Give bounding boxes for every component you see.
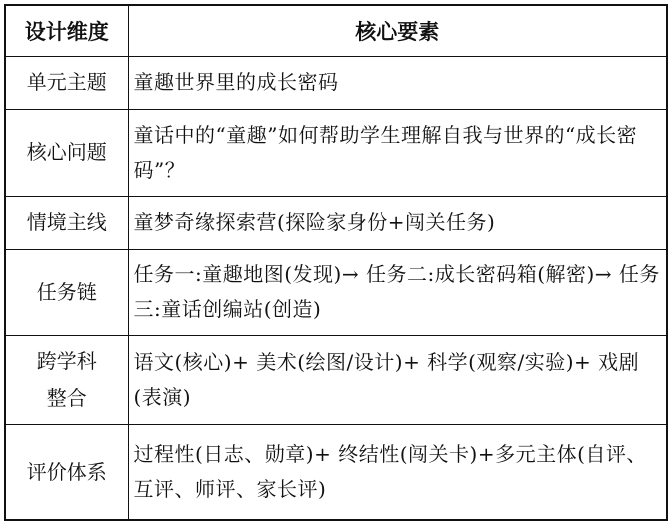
- table-row: [5, 196, 667, 249]
- table-header-row: [5, 5, 667, 57]
- design-table: [4, 4, 668, 521]
- content-cell: 过程性(日志、勋章)+ 终结性(闯关卡)+多元主体(自评、互评、师评、家长评): [128, 425, 667, 520]
- dimension-cell: 核心问题: [5, 109, 128, 196]
- table-row: [5, 109, 667, 196]
- content-cell: 童梦奇缘探索营(探险家身份+闯关任务): [128, 196, 667, 249]
- content-cell: 童话中的“童趣”如何帮助学生理解自我与世界的“成长密码”？: [128, 109, 667, 196]
- table-row: [5, 425, 667, 520]
- dimension-cell: 任务链: [5, 249, 128, 336]
- table-row: [5, 336, 667, 425]
- content-cell: 童趣世界里的成长密码: [128, 57, 667, 110]
- dimension-cell: 情境主线: [5, 196, 128, 249]
- content-cell: 语文(核心)+ 美术(绘图/设计)+ 科学(观察/实验)+ 戏剧(表演): [128, 336, 667, 425]
- dimension-cell: 单元主题: [5, 57, 128, 110]
- header-core-elements: 核心要素: [128, 5, 667, 57]
- dimension-cell: 评价体系: [5, 425, 128, 520]
- header-dimension: 设计维度: [5, 5, 128, 57]
- content-cell: 任务一:童趣地图(发现)→ 任务二:成长密码箱(解密)→ 任务三:童话创编站(创造): [128, 249, 667, 336]
- dimension-cell: 跨学科 整合: [5, 336, 128, 425]
- table-row: [5, 57, 667, 110]
- table-row: [5, 249, 667, 336]
